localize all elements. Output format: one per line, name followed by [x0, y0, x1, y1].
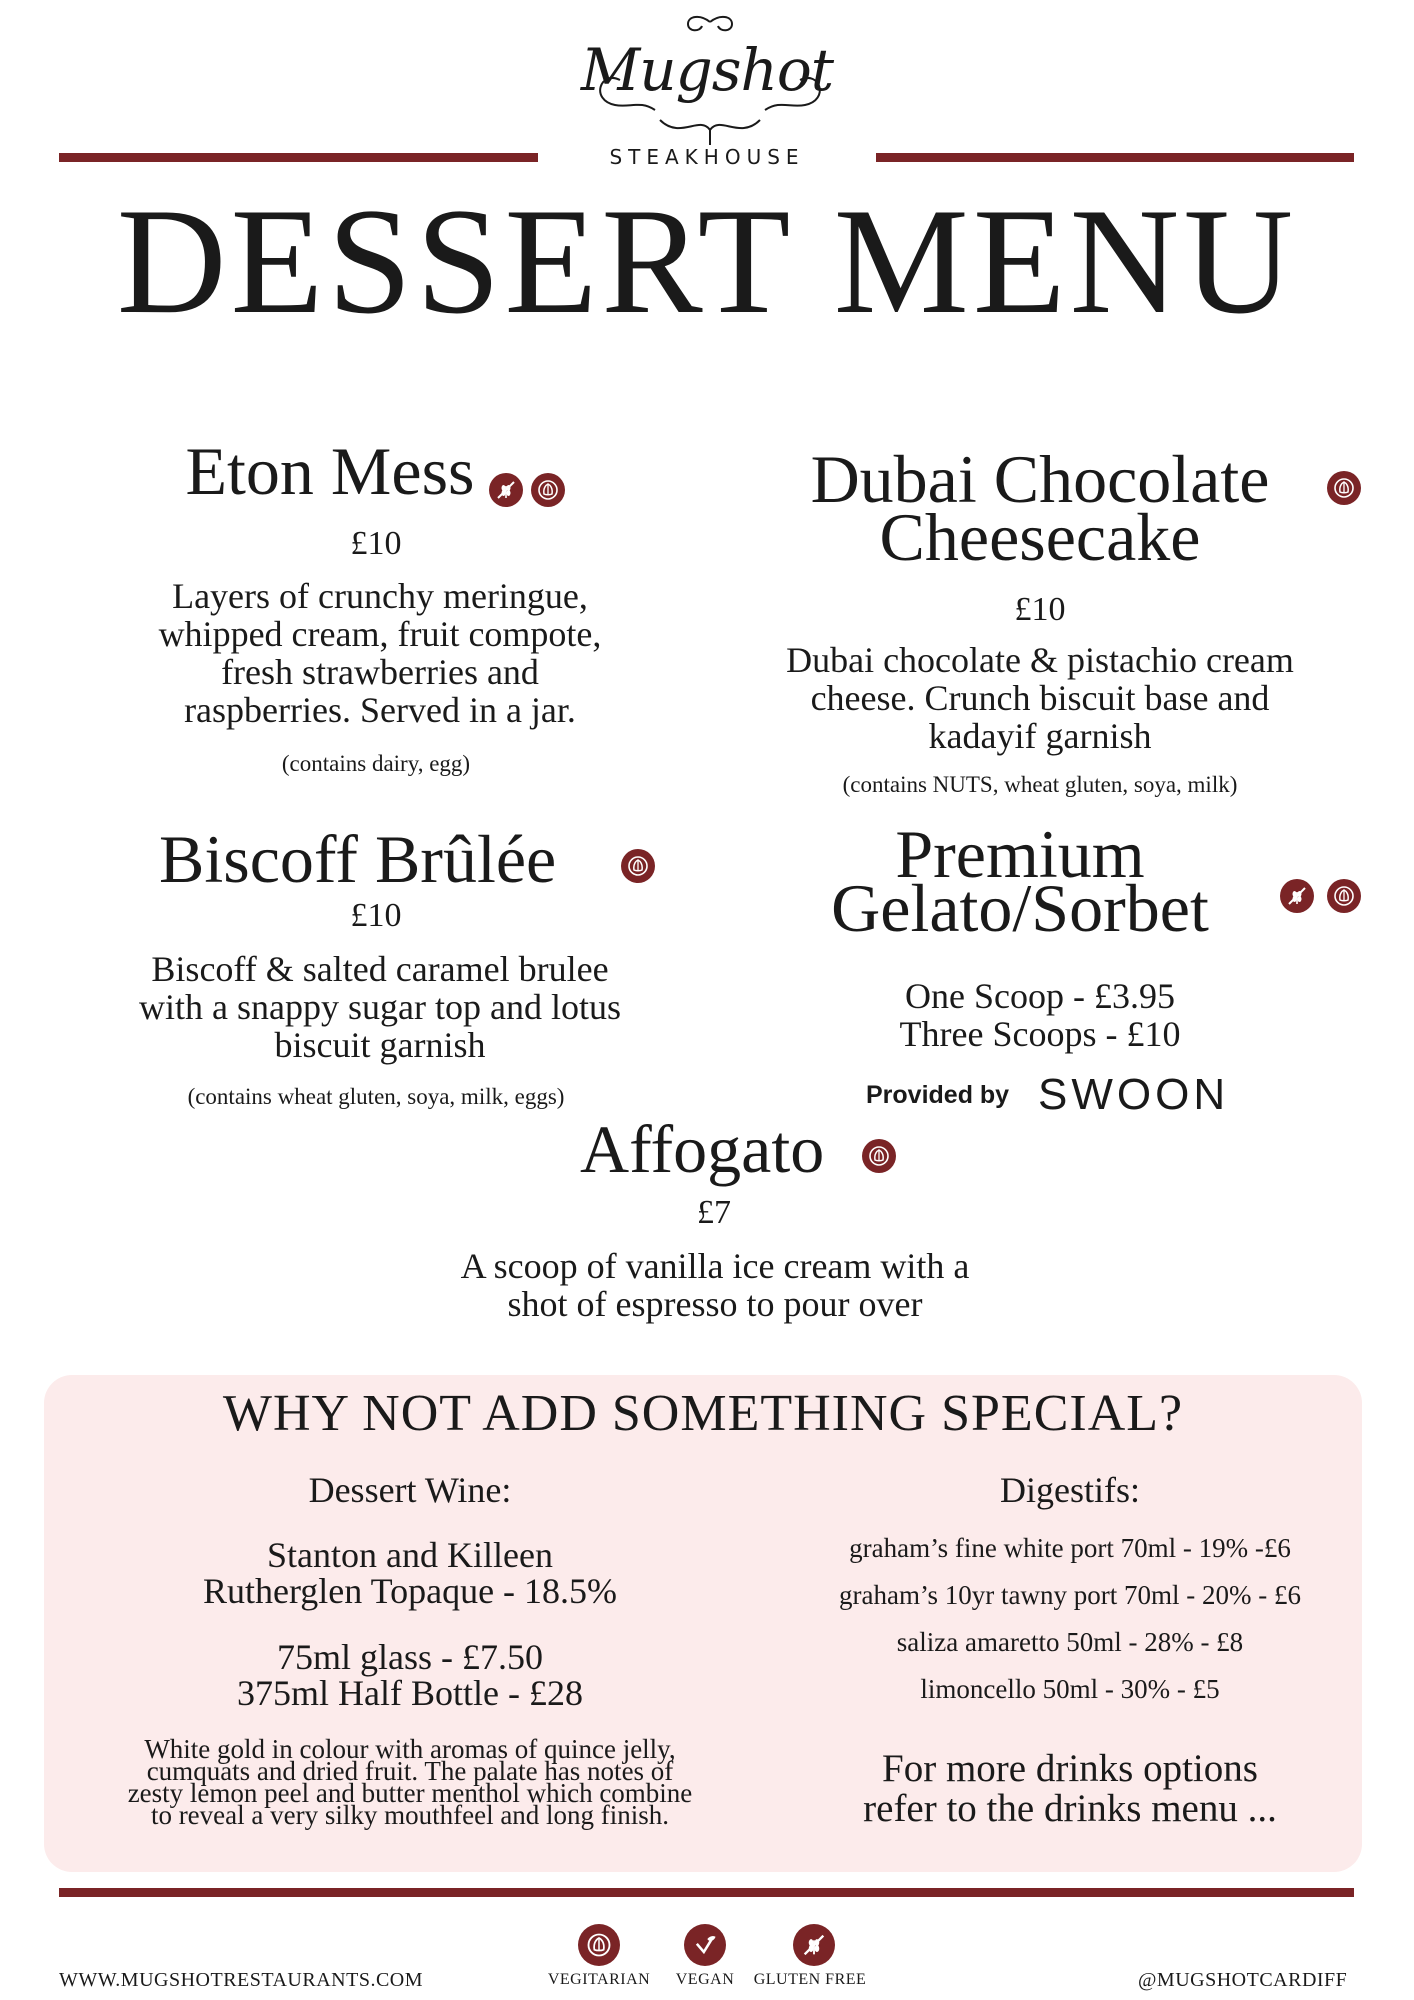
swoon-logo: SWOON — [1038, 1070, 1230, 1119]
note-line: cumquats and dried fruit. The palate has notes of — [146, 1756, 674, 1786]
note-line: White gold in colour with aromas of quince jelly, — [144, 1734, 676, 1764]
gluten-free-icon — [793, 1924, 835, 1966]
digestifs-heading: Digestifs: — [1000, 1470, 1140, 1510]
dessert-gelato-name — [740, 816, 1300, 946]
digestif-item: saliza amaretto 50ml - 28% - £8 — [896, 1627, 1244, 1657]
dessert-biscoff-name: Biscoff Brûlée — [159, 821, 557, 897]
wine-prices — [160, 1639, 660, 1711]
social-handle[interactable]: @MUGSHOTCARDIFF — [1138, 1969, 1348, 1991]
desc-line: kadayif garnish — [928, 716, 1152, 756]
desc-line: Dubai chocolate & pistachio cream — [786, 640, 1294, 680]
dessert-price: £10 — [1014, 591, 1066, 628]
dessert-description — [60, 950, 700, 1064]
legend-vegetarian: VEGITARIAN — [547, 1971, 651, 1988]
name-line: Cheesecake — [879, 499, 1201, 575]
legend-vegan: VEGAN — [675, 1971, 735, 1988]
allergen-note: (contains dairy, egg) — [281, 751, 471, 776]
dessert-price: £7 — [697, 1194, 731, 1231]
vegetarian-icon — [578, 1924, 620, 1966]
dessert-description — [60, 577, 700, 729]
note-line: zesty lemon peel and butter menthol which combine — [127, 1778, 693, 1808]
desc-line: with a snappy sugar top and lotus — [139, 987, 621, 1027]
digestif-item: limoncello 50ml - 30% - £5 — [920, 1674, 1220, 1704]
more-drinks-note — [770, 1749, 1370, 1829]
gluten-free-icon — [489, 473, 523, 507]
wine-name-line: Rutherglen Topaque - 18.5% — [202, 1571, 618, 1611]
vegetarian-icon — [531, 473, 565, 507]
website-link[interactable]: WWW.MUGSHOTRESTAURANTS.COM — [59, 1969, 424, 1991]
provided-by-label: Provided by — [866, 1081, 1010, 1109]
brand-logo: Mugshot — [580, 36, 834, 104]
dessert-affogato-name: Affogato — [580, 1111, 825, 1187]
dessert-description — [700, 641, 1380, 755]
desc-line: Biscoff & salted caramel brulee — [151, 949, 609, 989]
vegetarian-icon — [1327, 879, 1361, 913]
dessert-dubai-name — [720, 441, 1360, 575]
digestif-item: graham’s 10yr tawny port 70ml - 20% - £6 — [839, 1580, 1301, 1610]
legend-gluten-free: GLUTEN FREE — [753, 1971, 867, 1988]
gluten-free-icon — [1280, 879, 1314, 913]
name-line: Gelato/Sorbet — [831, 870, 1209, 946]
header-rule-left — [59, 153, 538, 162]
price-line: Three Scoops - £10 — [899, 1014, 1181, 1054]
allergen-note: (contains NUTS, wheat gluten, soya, milk) — [842, 772, 1238, 797]
wine-tasting-note — [50, 1734, 770, 1830]
vegan-icon — [684, 1924, 726, 1966]
special-title: WHY NOT ADD SOMETHING SPECIAL? — [222, 1385, 1184, 1442]
dessert-description — [360, 1247, 1070, 1323]
digestifs-list — [760, 1533, 1380, 1721]
page-title: DESSERT MENU — [116, 177, 1298, 345]
dessert-eton-mess — [80, 433, 670, 509]
note-line: to reveal a very silky mouthfeel and long finish. — [150, 1800, 670, 1830]
allergen-note: (contains wheat gluten, soya, milk, eggs) — [187, 1084, 565, 1109]
wine-price-line: 375ml Half Bottle - £28 — [237, 1673, 583, 1713]
vegetarian-icon — [862, 1139, 896, 1173]
desc-line: raspberries. Served in a jar. — [184, 690, 576, 730]
wine-name — [110, 1537, 710, 1609]
desc-line: whipped cream, fruit compote, — [158, 614, 602, 654]
wine-price-line: 75ml glass - £7.50 — [277, 1637, 543, 1677]
vegetarian-icon — [1327, 471, 1361, 505]
dessert-price: £10 — [350, 525, 402, 562]
brand-subtitle: STEAKHOUSE — [609, 145, 805, 169]
vegetarian-icon — [621, 849, 655, 883]
footer-rule — [59, 1888, 1354, 1897]
dessert-name: Eton Mess — [185, 433, 475, 509]
name-line: Dubai Chocolate — [810, 441, 1270, 517]
wine-name-line: Stanton and Killeen — [267, 1535, 553, 1575]
desc-line: cheese. Crunch biscuit base and — [810, 678, 1270, 718]
desc-line: Layers of crunchy meringue, — [172, 576, 588, 616]
gelato-prices — [780, 977, 1300, 1053]
dessert-price: £10 — [350, 897, 402, 934]
desc-line: A scoop of vanilla ice cream with a — [460, 1246, 970, 1286]
desc-line: biscuit garnish — [274, 1025, 486, 1065]
more-line: refer to the drinks menu ... — [863, 1787, 1277, 1830]
dessert-wine-heading: Dessert Wine: — [308, 1470, 512, 1510]
header-rule-right — [876, 153, 1354, 162]
desc-line: shot of espresso to pour over — [507, 1284, 923, 1324]
desc-line: fresh strawberries and — [221, 652, 539, 692]
digestif-item: graham’s fine white port 70ml - 19% -£6 — [849, 1533, 1291, 1563]
price-line: One Scoop - £3.95 — [905, 976, 1175, 1016]
name-line: Premium — [895, 816, 1145, 892]
more-line: For more drinks options — [882, 1747, 1258, 1790]
